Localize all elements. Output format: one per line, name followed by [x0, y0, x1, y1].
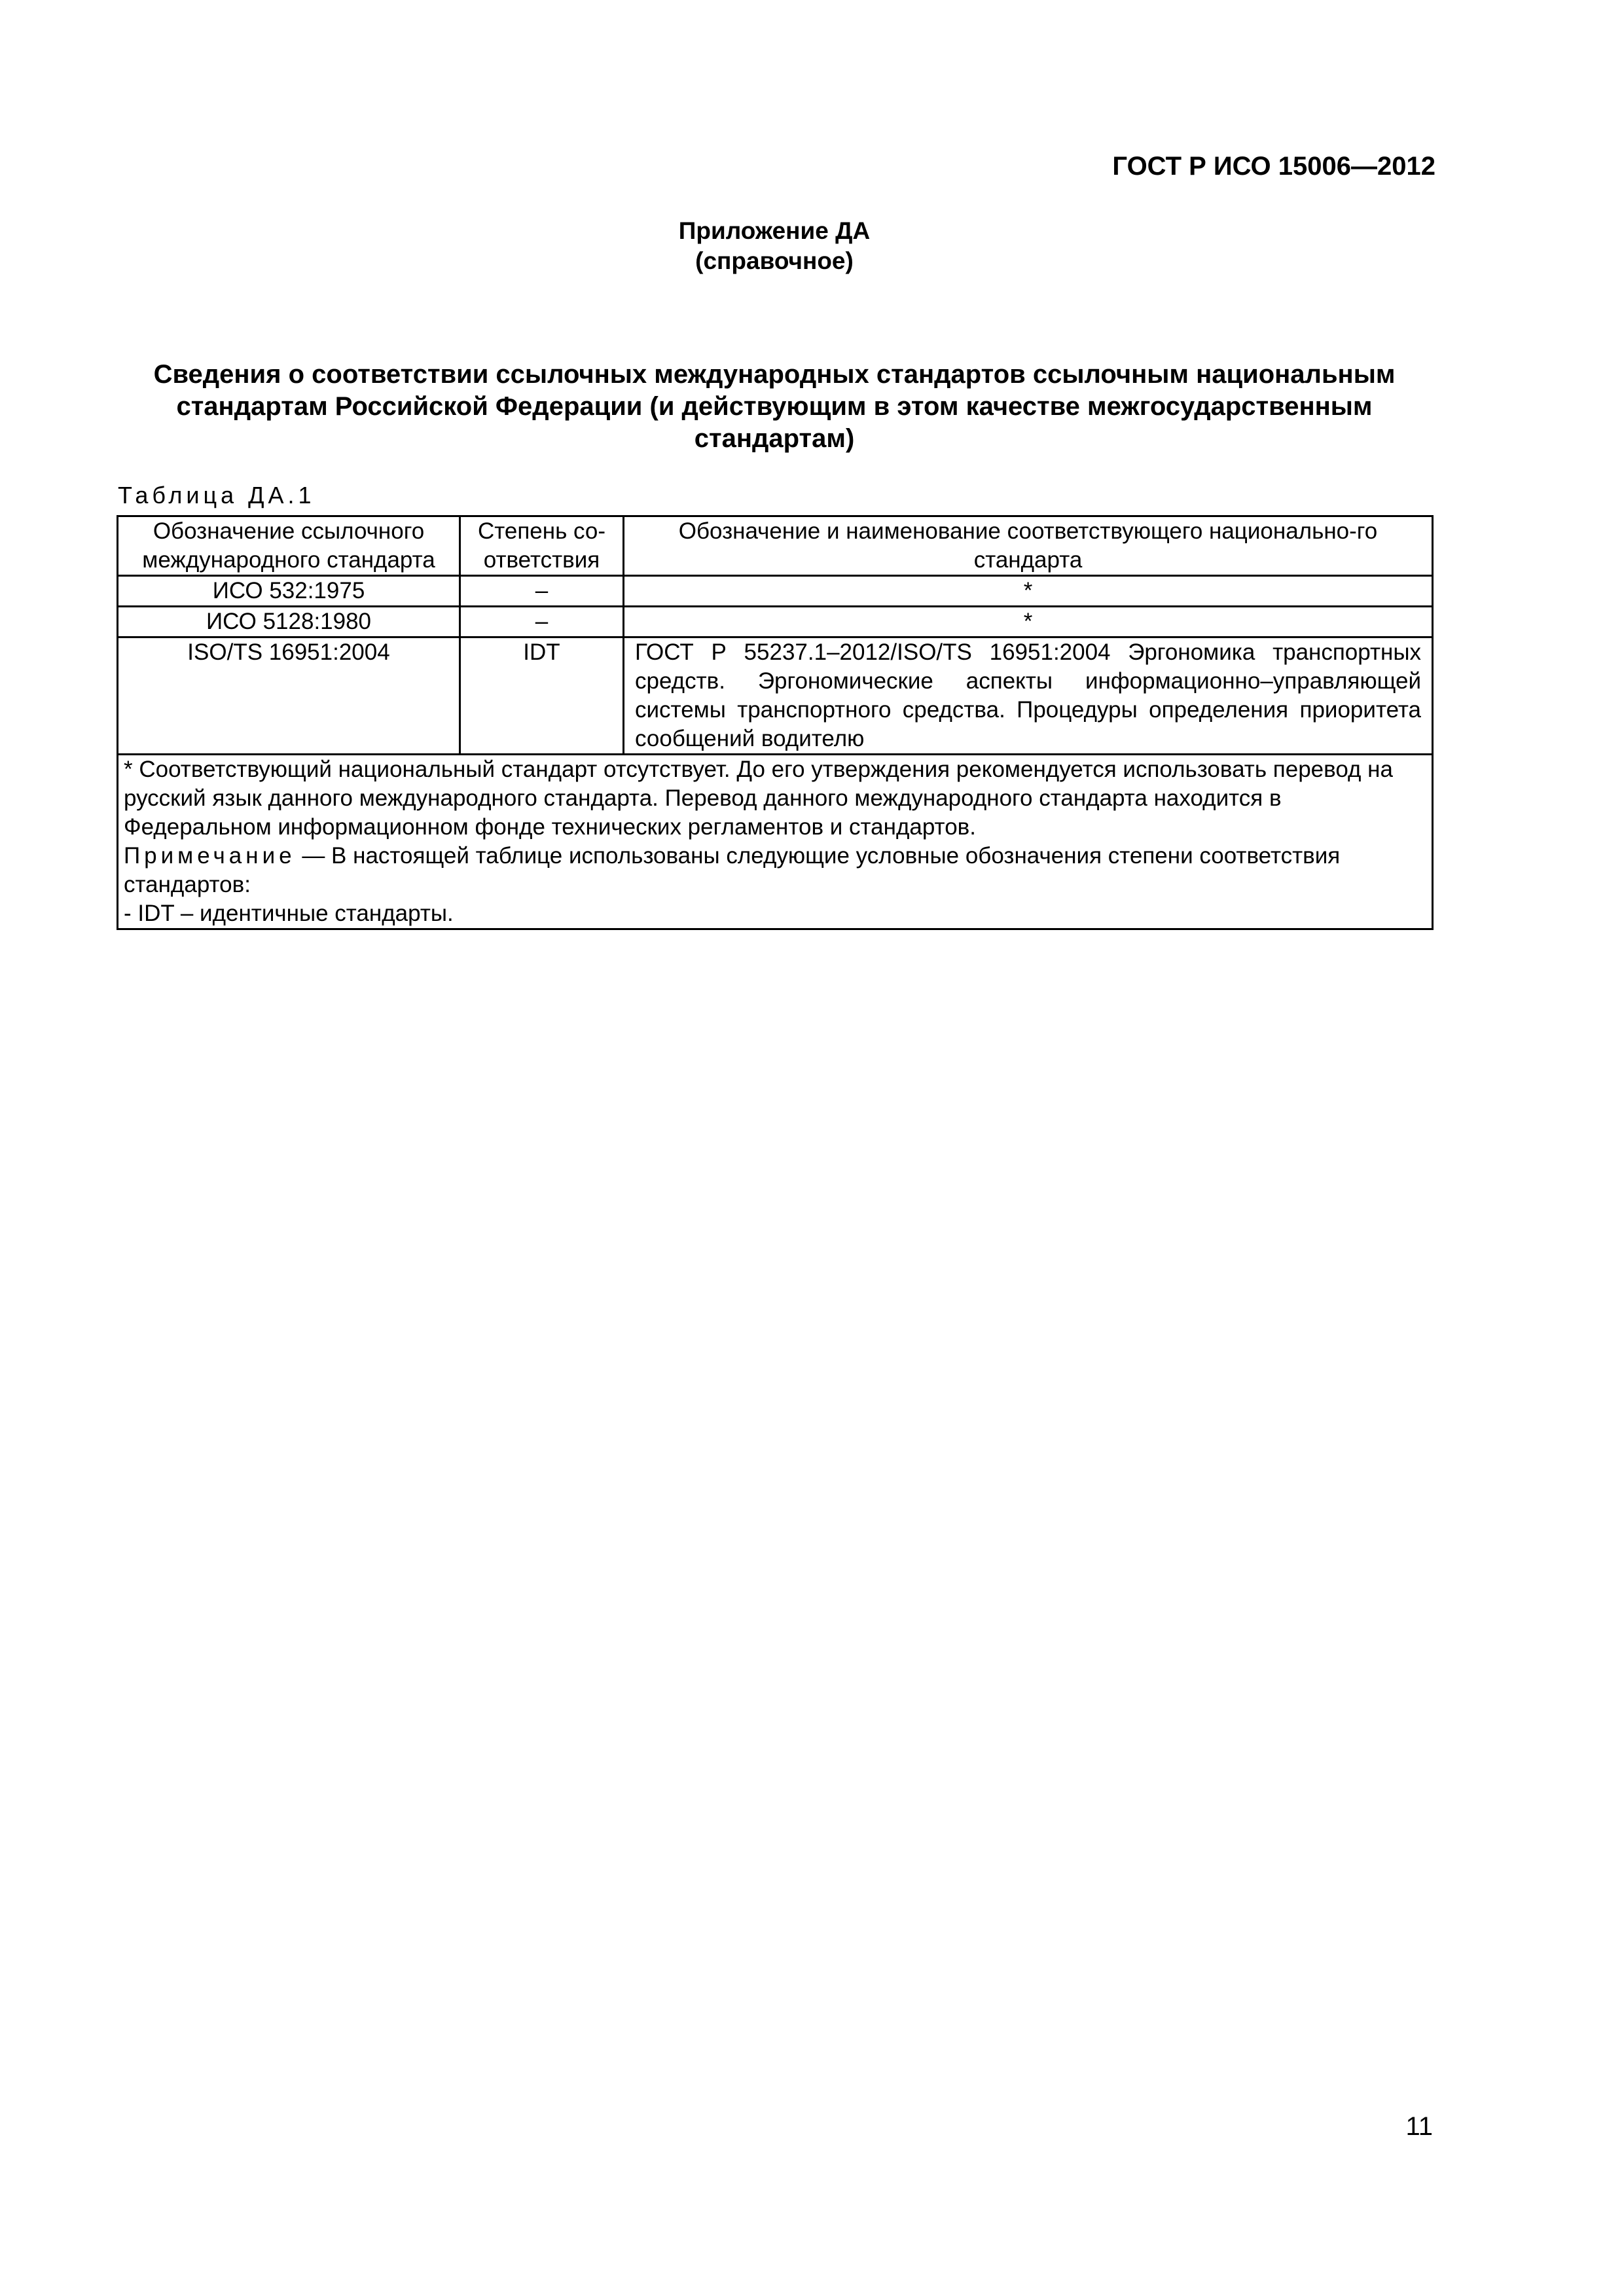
cell-national-standard: * [624, 607, 1433, 637]
note-item: - IDT – идентичные стандарты. [124, 901, 454, 926]
table-header-row [118, 516, 1433, 576]
table-caption: Таблица ДА.1 [118, 482, 316, 509]
cell-intl-standard: ИСО 5128:1980 [118, 607, 460, 637]
note [124, 842, 1426, 899]
appendix-type: (справочное) [695, 247, 854, 274]
title-line-3: стандартам) [694, 424, 855, 453]
footnote: * Соответствующий национальный стандарт отсутствует. До его утверждения рекомендуется использовать перевод на русский язык данного международного стандарта. Перевод данного международного стандарта находится в Федеральном информационном фонде технических регламентов и стандартов. [124, 757, 1393, 840]
title-line-1: Сведения о соответствии ссылочных международных стандартов ссылочным национальным [153, 360, 1396, 389]
table-notes-row [118, 755, 1433, 929]
header-degree: Степень со-ответствия [460, 516, 624, 576]
appendix-heading [117, 216, 1432, 276]
note-label: Примечание [124, 843, 296, 869]
header-national-standard: Обозначение и наименование соответствующего национально-го стандарта [624, 516, 1433, 576]
appendix-label: Приложение ДА [678, 217, 871, 244]
cell-degree: – [460, 576, 624, 607]
header-intl-standard: Обозначение ссылочного международного стандарта [118, 516, 460, 576]
title-line-2: стандартам Российской Федерации (и действующим в этом качестве межгосударственным [176, 392, 1373, 421]
note-text: — В настоящей таблице использованы следующие условные обозначения степени соответствия стандартов: [124, 843, 1341, 897]
table-row [118, 576, 1433, 607]
correspondence-table [117, 515, 1434, 930]
table-row [118, 637, 1433, 755]
table-notes [118, 755, 1433, 929]
cell-degree: – [460, 607, 624, 637]
cell-national-standard: ГОСТ Р 55237.1–2012/ISO/TS 16951:2004 Эргономика транспортных средств. Эргономические аспекты информационно–управляющей системы транспортного средства. Процедуры определения приоритета сообщений водителю [624, 637, 1433, 755]
page-number: 11 [1405, 2112, 1433, 2141]
cell-degree: IDT [460, 637, 624, 755]
table-row [118, 607, 1433, 637]
cell-intl-standard: ИСО 532:1975 [118, 576, 460, 607]
section-title [117, 359, 1432, 455]
cell-national-standard: * [624, 576, 1433, 607]
cell-intl-standard: ISO/TS 16951:2004 [118, 637, 460, 755]
standard-code: ГОСТ Р ИСО 15006—2012 [1112, 152, 1435, 181]
